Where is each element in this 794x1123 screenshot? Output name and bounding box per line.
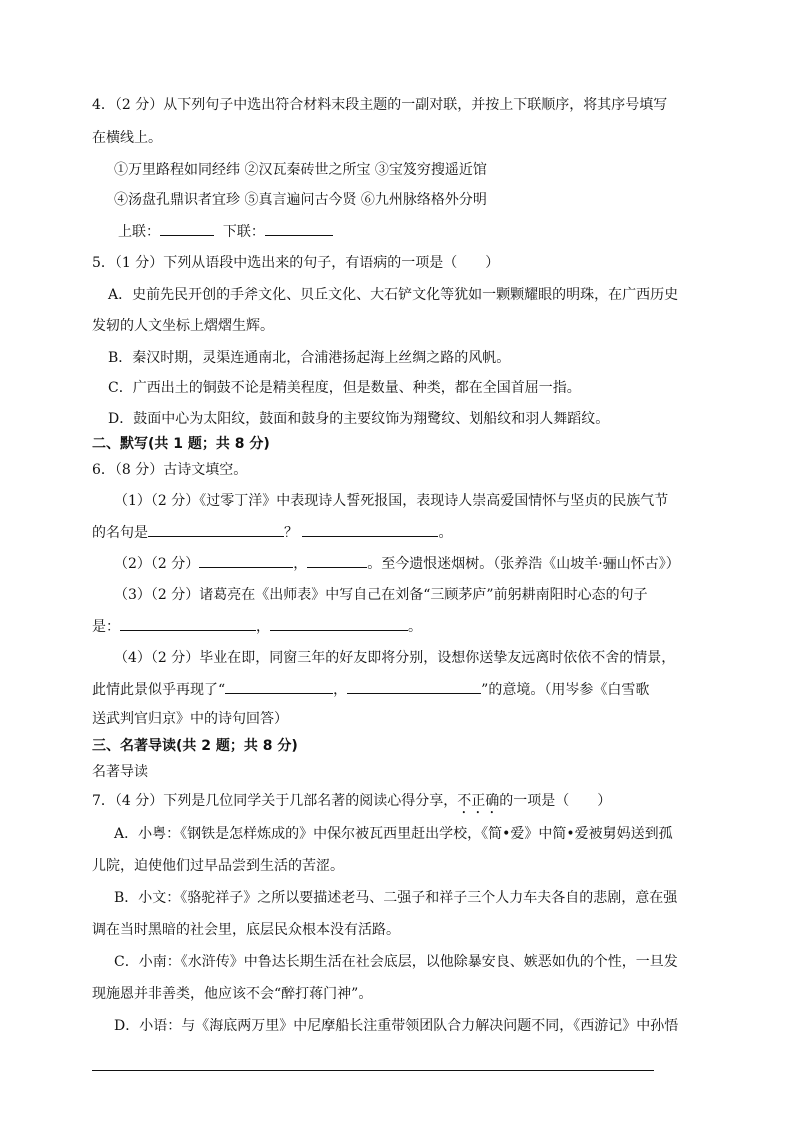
upper-couplet-label: 上联：	[118, 224, 160, 240]
section-3-heading: 三、名著导读(共 2 题；共 8 分)	[92, 738, 298, 754]
q6-part2-blank-1[interactable]	[199, 553, 293, 568]
q7-option-b-line2: 调在当时黑暗的社会里，底层民众根本没有活路。	[92, 922, 400, 938]
lower-couplet-blank[interactable]	[265, 221, 333, 236]
q6-part2-prefix: （2）（2 分）	[114, 556, 200, 572]
q7-stem-emphasis: 不正确	[457, 793, 500, 809]
q6-part1-blank-2[interactable]	[302, 522, 438, 537]
q6-part1-line1: （1）（2 分）《过零丁洋》中表现诗人誓死报国，表现诗人崇高爱国情怀与坚贞的民族气节	[114, 493, 669, 509]
q6-part1-prefix: 的名句是	[92, 525, 148, 541]
q7-option-a-line2: 儿院，迫使他们过早品尝到生活的苦涩。	[92, 858, 344, 874]
q6-part1-line2	[92, 522, 452, 543]
q4-stem-line2: 在横线上。	[92, 130, 162, 146]
q5-option-a-line2: 发轫的人文坐标上熠熠生辉。	[92, 318, 274, 334]
q6-part3-blank-2[interactable]	[270, 616, 408, 631]
q7-option-a-line1: A．小粤：《钢铁是怎样炼成的》中保尔被瓦西里赶出学校，《简•爱》中简•爱被舅妈送到孤	[114, 826, 673, 842]
q6-part4-end: ”的意境。（用岑参《白雪歌	[481, 682, 650, 698]
footer-rule	[92, 1070, 654, 1071]
q6-part2-end: 。至今遗恨迷烟树。（张养浩《山坡羊·骊山怀古》）	[367, 556, 680, 572]
q6-part1-blank-1[interactable]	[148, 522, 284, 537]
q6-part4-line2	[92, 679, 649, 700]
q6-part4-blank-2[interactable]	[347, 679, 481, 694]
upper-couplet-blank[interactable]	[160, 221, 214, 236]
q6-part2-sep: ，	[293, 556, 308, 572]
q7-option-c-line2: 现施恩并非善类，他应该不会“醉打蒋门神”。	[92, 986, 373, 1002]
section-3-subheading: 名著导读	[92, 764, 148, 780]
q4-options-row1: ①万里路程如同经纬 ②汉瓦秦砖世之所宝 ③宝笈穷搜遥近馆	[114, 162, 487, 178]
q7-stem-prefix: 7．（4 分）下列是几位同学关于几部名著的阅读心得分享，	[92, 793, 458, 809]
q5-option-a-line1: A．史前先民开创的手斧文化、贝丘文化、大石铲文化等犹如一颗颗耀眼的明珠，在广西历史	[108, 287, 679, 303]
q4-options-row2: ④汤盘孔鼎识者宜珍 ⑤真言遍问古今贤 ⑥九州脉络格外分明	[114, 192, 487, 208]
q6-part4-prefix: 此情此景似乎再现了“	[92, 682, 226, 698]
q7-option-b-line1: B．小文：《骆驼祥子》之所以要描述老马、二强子和祥子三个人力车夫各自的悲剧，意在强	[114, 890, 678, 906]
q7-stem-suffix: 的一项是（ ）	[499, 793, 612, 809]
q6-part4-line1: （4）（2 分）毕业在即，同窗三年的好友即将分别，设想你送挚友远离时依依不舍的情景，	[114, 650, 676, 666]
q6-part1-sep: ？	[284, 525, 298, 541]
q6-part1-end: 。	[438, 525, 453, 541]
lower-couplet-label: 下联：	[222, 224, 265, 240]
q6-part3-prefix: 是：	[92, 619, 120, 635]
q5-stem: 5．（1 分）下列从语段中选出来的句子，有语病的一项是（ ）	[92, 255, 500, 271]
q4-stem-line1: 4．（2 分）从下列句子中选出符合材料末段主题的一副对联，并按上下联顺序，将其序号填写	[92, 97, 668, 113]
q6-part3-blank-1[interactable]	[120, 616, 256, 631]
q6-part2-line	[114, 553, 680, 574]
q6-part4-blank-1[interactable]	[225, 679, 333, 694]
q7-stem	[92, 791, 611, 817]
q6-part3-line1: （3）（2 分）诸葛亮在《出师表》中写自己在刘备“三顾茅庐”前躬耕南阳时心态的句子	[114, 587, 648, 603]
q6-part3-end: 。	[408, 619, 422, 635]
q6-part3-line2	[92, 616, 422, 637]
q5-option-d: D．鼓面中心为太阳纹，鼓面和鼓身的主要纹饰为翔鹭纹、划船纹和羽人舞蹈纹。	[108, 411, 610, 427]
section-2-heading: 二、默写(共 1 题；共 8 分)	[92, 436, 270, 452]
q7-option-d-line1: D．小语：与《海底两万里》中尼摩船长注重带领团队合力解决问题不同，《西游记》中孙悟	[114, 1018, 679, 1034]
q5-option-c: C．广西出土的铜鼓不论是精美程度，但是数量、种类，都在全国首屈一指。	[108, 380, 581, 396]
q6-part3-sep: ，	[256, 619, 270, 635]
q6-part4-sep: ，	[333, 682, 348, 698]
q6-part2-blank-2[interactable]	[307, 553, 367, 568]
q5-option-b: B．秦汉时期，灵渠连通南北，合浦港扬起海上丝绸之路的风帆。	[108, 350, 511, 366]
q6-stem: 6．（8 分）古诗文填空。	[92, 462, 248, 478]
q4-answer-line	[118, 221, 333, 242]
q6-part4-line3: 送武判官归京》中的诗句回答）	[92, 711, 288, 727]
q7-option-c-line1: C．小南：《水浒传》中鲁达长期生活在社会底层，以他除暴安良、嫉恶如仇的个性，一旦发	[114, 954, 678, 970]
